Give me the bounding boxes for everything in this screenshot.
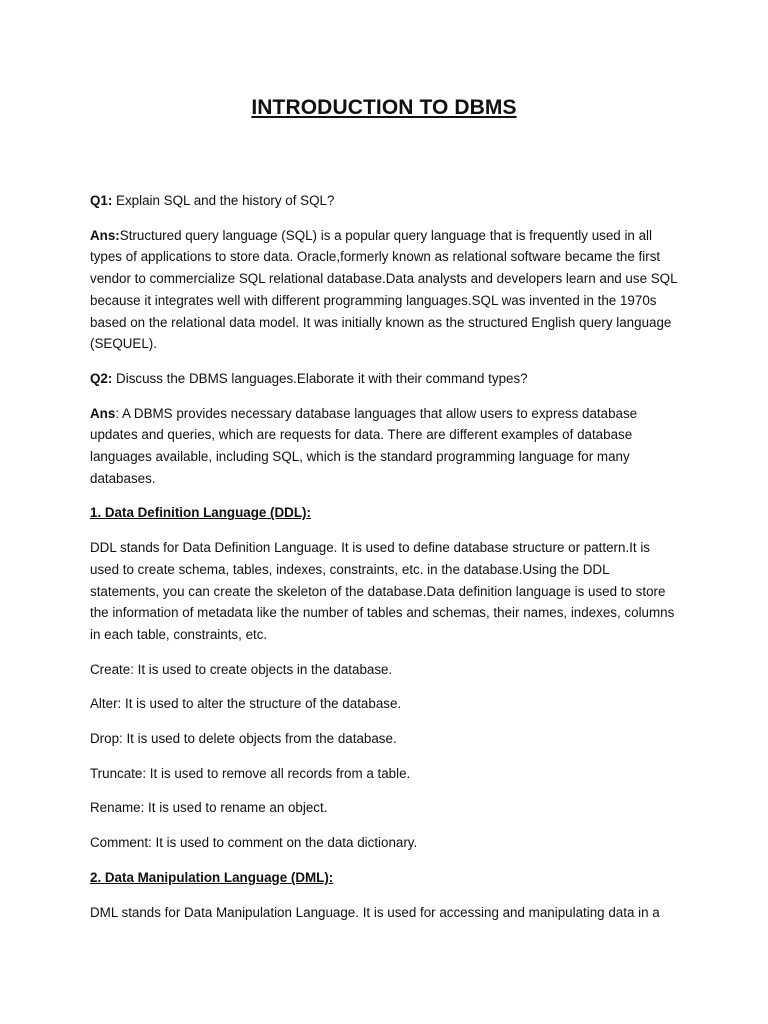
question-1-label: Q1: xyxy=(90,193,113,208)
document-body xyxy=(90,190,680,936)
ddl-command-alter: Alter: It is used to alter the structure of the database. xyxy=(90,696,402,712)
answer-2-text: : A DBMS provides necessary database languages that allow users to express database updates and queries, which are requests for data. There are different examples of database languages available, including SQL, which is the standard programming language for many databases. xyxy=(90,405,638,486)
question-2 xyxy=(90,368,680,390)
question-2-label: Q2: xyxy=(90,370,113,386)
ddl-command-comment: Comment: It is used to comment on the data dictionary. xyxy=(90,835,418,851)
answer-1 xyxy=(90,225,680,355)
question-2-text: Discuss the DBMS languages.Elaborate it with their command types? xyxy=(112,370,528,386)
ddl-heading-text: 1. Data Definition Language (DDL): xyxy=(90,505,311,521)
ddl-command-rename: Rename: It is used to rename an object. xyxy=(90,800,328,816)
answer-1-label: Ans: xyxy=(90,227,120,243)
ddl-description: DDL stands for Data Definition Language. It is used to define database structure or pattern.It is used to create schema, tables, indexes, constraints, etc. in the database.Using the DDL statements, you can create the skeleton of the database.Data definition language is used to store the information of metadata like the number of tables and schemas, their names, indexes, columns in each table, constraints, etc. xyxy=(90,540,675,642)
ddl-command-drop: Drop: It is used to delete objects from the database. xyxy=(90,731,397,747)
answer-1-text: Structured query language (SQL) is a popular query language that is frequently used in all types of applications to store data. Oracle,formerly known as relational software became the first vendor to commercialize SQL relational database.Data analysts and developers learn and use SQL because it integrates well with different programming languages.SQL was invented in the 1970s based on the relational data model. It was initially known as the structured English query language (SEQUEL). xyxy=(90,227,678,352)
ddl-command-truncate: Truncate: It is used to remove all records from a table. xyxy=(90,765,411,781)
dml-description: DML stands for Data Manipulation Language. It is used for accessing and manipulating data in a xyxy=(90,904,660,920)
ddl-command-create: Create: It is used to create objects in the database. xyxy=(90,661,393,677)
ddl-heading xyxy=(90,502,680,524)
question-1-text: Explain SQL and the history of SQL? xyxy=(112,193,335,208)
dml-heading xyxy=(90,867,680,889)
question-1 xyxy=(90,190,680,212)
document-title: INTRODUCTION TO DBMS xyxy=(251,96,517,119)
dml-heading-text: 2. Data Manipulation Language (DML): xyxy=(90,869,334,885)
answer-2 xyxy=(90,403,680,490)
answer-2-label: Ans xyxy=(90,405,116,421)
